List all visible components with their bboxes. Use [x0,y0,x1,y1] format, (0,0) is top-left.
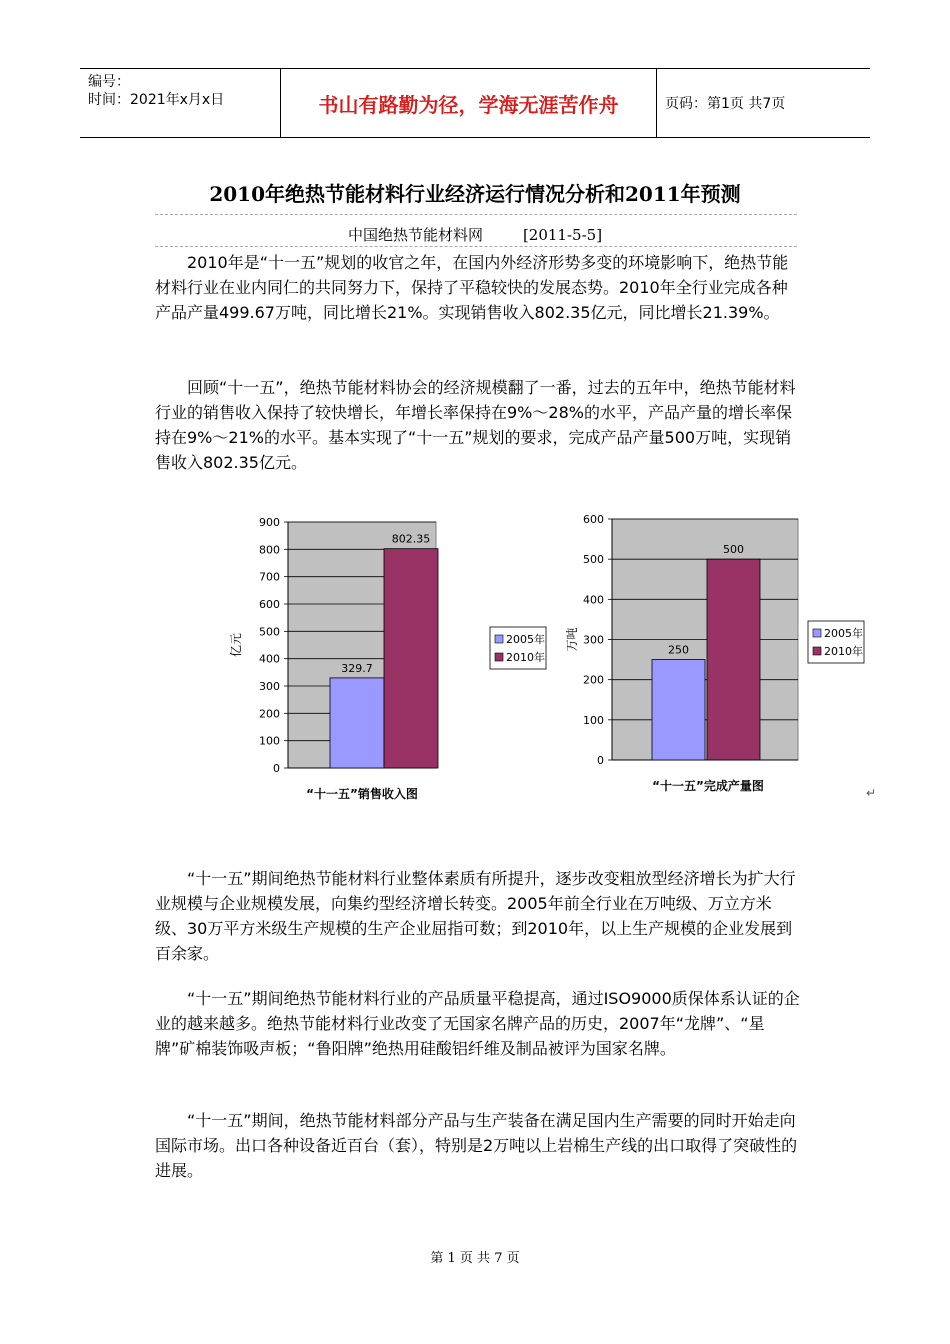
y-tick-label: 900 [259,516,280,529]
y-tick-label: 500 [583,553,604,567]
revenue-chart-svg [222,505,562,805]
paragraph-5: “十一五”期间，绝热节能材料部分产品与生产装备在满足国内生产需要的同时开始走向国际市场。出口各种设备近百台（套），特别是2万吨以上岩棉生产线的出口取得了突破性的进展。 [155,1111,798,1180]
source-date: [2011-5-5] [522,226,603,244]
data-label: 802.35 [391,532,431,546]
bar [652,660,705,760]
y-tick-label: 400 [583,593,604,607]
y-tick-label: 300 [583,633,604,647]
legend-label: 2005年 [824,627,863,640]
revenue-chart [222,505,562,809]
divider [155,214,797,215]
output-chart-svg [560,505,870,805]
paragraph-2: 回顾“十一五”，绝热节能材料协会的经济规模翻了一番，过去的五年中，绝热节能材料行业的销售收入保持了较快增长，年增长率保持在9%～28%的水平，产品产量的增长率保持在9%～21%的水平。基本实现了“十一五”规划的要求，完成产品产量500万吨，实现销售收入802.35亿元。 [155,378,796,472]
legend-swatch [495,653,503,661]
output-chart [560,505,870,809]
data-label: 500 [723,543,744,557]
legend-label: 2010年 [824,645,863,658]
legend-label: 2005年 [506,633,545,646]
legend-label: 2010年 [506,651,545,664]
number-label: 编号： [88,74,130,90]
data-label: 329.7 [341,661,373,675]
document-title: 2010年绝热节能材料行业经济运行情况分析和2011年预测 [209,182,741,206]
y-tick-label: 400 [259,652,280,666]
y-tick-label: 200 [259,707,280,721]
header-table [80,68,870,138]
divider [155,246,797,247]
y-tick-label: 500 [259,625,280,639]
page-label: 页码：第1页 共7页 [665,96,786,112]
legend-swatch [813,629,821,637]
bar [384,549,438,768]
y-tick-label: 600 [259,598,280,611]
y-tick-label: 100 [259,734,280,748]
return-mark: ↵ [866,786,877,800]
paragraph-3: “十一五”期间绝热节能材料行业整体素质有所提升，逐步改变粗放型经济增长为扩大行业规模与企业规模发展，向集约型经济增长转变。2005年前全行业在万吨级、万立方米级、30万平方米级生产规模的生产企业屈指可数；到2010年，以上生产规模的企业发展到百余家。 [155,869,796,963]
legend-swatch [495,635,503,643]
chart-title: “十一五”完成产量图 [652,779,764,793]
paragraph-1: 2010年是“十一五”规划的收官之年，在国内外经济形势多变的环境影响下，绝热节能材料行业在业内同仁的共同努力下，保持了平稳较快的发展态势。2010年全行业完成各种产品产量499.67万吨，同比增长21%。实现销售收入802.35亿元，同比增长21.39%。 [155,253,789,322]
data-label: 250 [668,643,689,657]
y-tick-label: 300 [259,680,280,693]
header-info-cell [80,69,281,137]
motto: 书山有路勤为径，学海无涯苦作舟 [281,69,657,137]
y-tick-label: 0 [273,762,280,775]
source-line [0,224,950,245]
y-tick-label: 100 [583,713,604,727]
bar [330,678,384,768]
legend-swatch [813,647,821,655]
page-footer: 第 1 页 共 7 页 [430,1251,520,1266]
chart-title: “十一五”销售收入图 [306,787,418,801]
y-tick-label: 600 [583,513,604,526]
y-tick-label: 200 [583,673,604,687]
y-tick-label: 800 [259,543,280,557]
source-org: 中国绝热节能材料网 [347,226,483,244]
time-label: 时间：2021年x月x日 [88,92,225,108]
paragraph-4: “十一五”期间绝热节能材料行业的产品质量平稳提高，通过ISO9000质保体系认证的企业的越来越多。绝热节能材料行业改变了无国家名牌产品的历史，2007年“龙牌”、“星牌”矿棉装饰吸声板；“鲁阳牌”绝热用硅酸铝纤维及制品被评为国家名牌。 [155,989,800,1058]
y-axis-label: 亿元 [229,632,243,658]
bar [707,559,760,760]
y-tick-label: 0 [597,754,604,767]
y-tick-label: 700 [259,570,280,584]
y-axis-label: 万吨 [565,627,579,652]
